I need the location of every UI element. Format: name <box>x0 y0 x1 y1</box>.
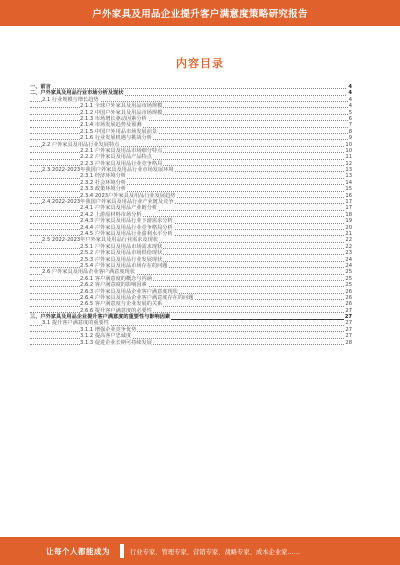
toc-entry-label: 2.1.6 行业发展机遇与挑战分析 <box>80 135 152 142</box>
toc-entry-page: 13 <box>345 173 352 180</box>
footer-bar <box>0 537 400 565</box>
toc-entry-label: 2.4.2 上游原材料市场分析 <box>80 211 142 218</box>
toc-entry-label: 2.5.4 户外家具及用品市场存在的问题 <box>80 262 168 269</box>
toc-leader-dots <box>30 127 352 128</box>
toc-entry-label: 2.5.1 户外家具及用品市场需求现状 <box>80 243 163 250</box>
toc-entry-label: 2.5 2022-2023年户外家具及用品行业需求及现状 <box>42 237 158 244</box>
toc-leader-dots <box>30 191 352 192</box>
toc-leader-dots <box>30 338 352 339</box>
toc-entry-page: 18 <box>345 211 352 218</box>
toc-entry-page: 9 <box>348 135 352 142</box>
toc-entry-label: 3.1 提升客户满意度的重要性 <box>42 320 109 327</box>
toc-leader-dots <box>30 280 352 281</box>
toc-entry-page: 14 <box>345 179 352 186</box>
toc-entry-label: 2.6.1 客户满意度的概念与内涵 <box>80 275 152 282</box>
toc-leader-dots <box>30 261 352 262</box>
toc-entry[interactable] <box>30 340 352 346</box>
toc-entry-page: 26 <box>345 288 352 295</box>
footer-slogan: 让每个人都能成为 <box>46 547 110 556</box>
toc-entry-page: 11 <box>345 154 352 161</box>
toc-entry-page: 5 <box>348 109 352 116</box>
toc-leader-dots <box>30 159 352 160</box>
toc-leader-dots <box>30 152 352 153</box>
toc-entry-label: 2.6.3 户外家具及用品企业客户满意度现状 <box>80 288 178 295</box>
header-bar <box>0 0 400 26</box>
toc-entry-label: 2.2 户外家具及用品行业发展特点 <box>42 141 120 148</box>
toc-entry-label: 2.1.2 中国户外家具及用品市场规模 <box>80 109 163 116</box>
toc-leader-dots <box>30 133 352 134</box>
toc-entry-label: 2.4.5 户外家具及用品行业盈利水平分析 <box>80 230 173 237</box>
toc-entry-page: 7 <box>348 122 352 129</box>
toc-entry-label: 2.3.2 社会环境分析 <box>80 179 126 186</box>
toc-entry-label: 2.1.4 市场发展趋势及预测 <box>80 122 142 129</box>
toc-entry-page: 13 <box>345 167 352 174</box>
toc-leader-dots <box>30 139 352 140</box>
toc-entry-label: 三、户外家具及用品企业提升客户满意度的重要性与影响因素 <box>30 314 171 321</box>
toc-entry-label: 2.1.3 市场增长驱动因素分析 <box>80 115 147 122</box>
toc-entry-page: 25 <box>345 282 352 289</box>
toc-leader-dots <box>30 223 352 224</box>
toc-entry-page: 10 <box>345 141 352 148</box>
toc-leader-dots <box>30 254 352 255</box>
toc-entry-page: 15 <box>345 186 352 193</box>
toc-entry-page: 6 <box>348 115 352 122</box>
toc-entry-label: 2.3.4 2023户外家具及用品行业发展趋势 <box>80 192 176 199</box>
table-of-contents <box>30 84 352 346</box>
toc-entry-label: 2.6.6 提升客户满意度的必要性 <box>80 307 152 314</box>
toc-entry-page: 24 <box>345 256 352 263</box>
toc-leader-dots <box>30 306 352 307</box>
toc-entry-page: 20 <box>345 224 352 231</box>
toc-entry-label: 2.6.4 户外家具及用品企业客户满意度存在的问题 <box>80 294 194 301</box>
toc-leader-dots <box>30 312 352 313</box>
toc-entry-label: 2.4.4 户外家具及用品行业竞争格局分析 <box>80 224 173 231</box>
toc-entry-page: 27 <box>345 307 352 314</box>
toc-leader-dots <box>30 107 352 108</box>
toc-entry-page: 22 <box>345 237 352 244</box>
toc-entry-label: 2.2.1 户外家具及用品市场细分特点 <box>80 147 163 154</box>
toc-entry-page: 27 <box>345 326 352 333</box>
toc-entry-label: 2.1.5 中国户外用品市场发展前景 <box>80 128 158 135</box>
toc-leader-dots <box>30 229 352 230</box>
toc-entry-page: 17 <box>345 199 352 206</box>
toc-entry-page: 4 <box>348 90 352 97</box>
toc-entry-page: 26 <box>345 294 352 301</box>
toc-leader-dots <box>30 293 352 294</box>
footer-separator <box>120 544 124 558</box>
toc-entry-page: 25 <box>345 269 352 276</box>
toc-entry-label: 2.4 2022-2023年我国户外家具及用品行业产业链及竞争 <box>42 199 174 206</box>
toc-entry-label: 2.3.1 经济环境分析 <box>80 173 126 180</box>
toc-entry-page: 8 <box>348 128 352 135</box>
toc-entry-label: 二、户外家具及用品行业市场分析及现状 <box>30 90 124 97</box>
toc-leader-dots <box>30 210 352 211</box>
toc-entry-page: 24 <box>345 262 352 269</box>
toc-entry-page: 27 <box>344 314 352 321</box>
toc-heading: 内容目录 <box>176 57 224 70</box>
toc-entry-page: 25 <box>345 275 352 282</box>
toc-entry-page: 21 <box>345 230 352 237</box>
toc-entry-label: 一、前言 <box>30 84 51 90</box>
toc-entry-label: 3.1.1 增强企业竞争优势 <box>80 326 137 333</box>
toc-entry-label: 2.3.3 政策环境分析 <box>80 186 126 193</box>
toc-entry-label: 2.6.5 客户满意度与企业发展的关系 <box>80 301 163 308</box>
toc-entry-label: 2.1.1 全球户外家具及用品市场规模 <box>80 103 163 110</box>
toc-entry-label: 2.5.2 户外家具及用品市场供给现状 <box>80 250 163 257</box>
toc-leader-dots <box>30 165 352 166</box>
toc-entry-label: 2.5.3 户外家具及用品行业发展现状 <box>80 256 163 263</box>
toc-entry-label: 2.2.2 户外家具及用品产品特点 <box>80 154 152 161</box>
toc-entry-label: 2.3 2022-2023年我国户外家具及用品行业市场发展环境 <box>42 167 174 174</box>
toc-leader-dots <box>30 120 352 121</box>
toc-entry-label: 2.6 户外家具及用品企业客户满意度现状 <box>42 269 135 276</box>
toc-entry-page: 12 <box>345 160 352 167</box>
report-title: 户外家具及用品企业提升客户满意度策略研究报告 <box>92 9 308 20</box>
toc-entry-page: 16 <box>345 192 352 199</box>
toc-entry-label: 2.6.2 客户满意度的影响因素 <box>80 282 147 289</box>
toc-leader-dots <box>30 216 352 217</box>
toc-entry-page: 22 <box>345 243 352 250</box>
toc-entry-page: 4 <box>348 84 352 90</box>
toc-leader-dots <box>30 331 352 332</box>
toc-entry-label: 2.1 行业规模与增长趋势 <box>42 96 99 103</box>
toc-entry-page: 23 <box>345 250 352 257</box>
toc-entry-label: 2.2.3 户外家具及用品行业竞争格局 <box>80 160 163 167</box>
toc-leader-dots <box>30 114 352 115</box>
toc-leader-dots <box>30 344 352 345</box>
toc-entry-page: 17 <box>345 205 352 212</box>
toc-entry-label: 3.1.2 提高客户忠诚度 <box>80 333 132 340</box>
toc-entry-label: 3.1.3 促进企业长期可持续发展 <box>80 339 152 346</box>
toc-entry-page: 28 <box>345 339 352 346</box>
toc-leader-dots <box>30 286 352 287</box>
toc-entry-page: 4 <box>348 103 352 110</box>
toc-leader-dots <box>30 248 352 249</box>
toc-entry-page: 26 <box>345 301 352 308</box>
footer-tagline: 行业专家、管理专家、营销专家、战略专家、成本企业家…… <box>130 549 301 556</box>
toc-entry-label: 2.4.3 户外家具及用品行业下游需求分析 <box>80 218 173 225</box>
toc-leader-dots <box>30 184 352 185</box>
toc-entry-page: 4 <box>348 96 352 103</box>
toc-leader-dots <box>30 178 352 179</box>
toc-entry-page: 27 <box>345 320 352 327</box>
toc-entry-page: 10 <box>345 147 352 154</box>
toc-entry-page: 27 <box>345 333 352 340</box>
toc-entry-label: 2.4.1 户外家具及用品产业链分析 <box>80 205 158 212</box>
toc-leader-dots <box>30 197 352 198</box>
toc-entry-page: 19 <box>345 218 352 225</box>
